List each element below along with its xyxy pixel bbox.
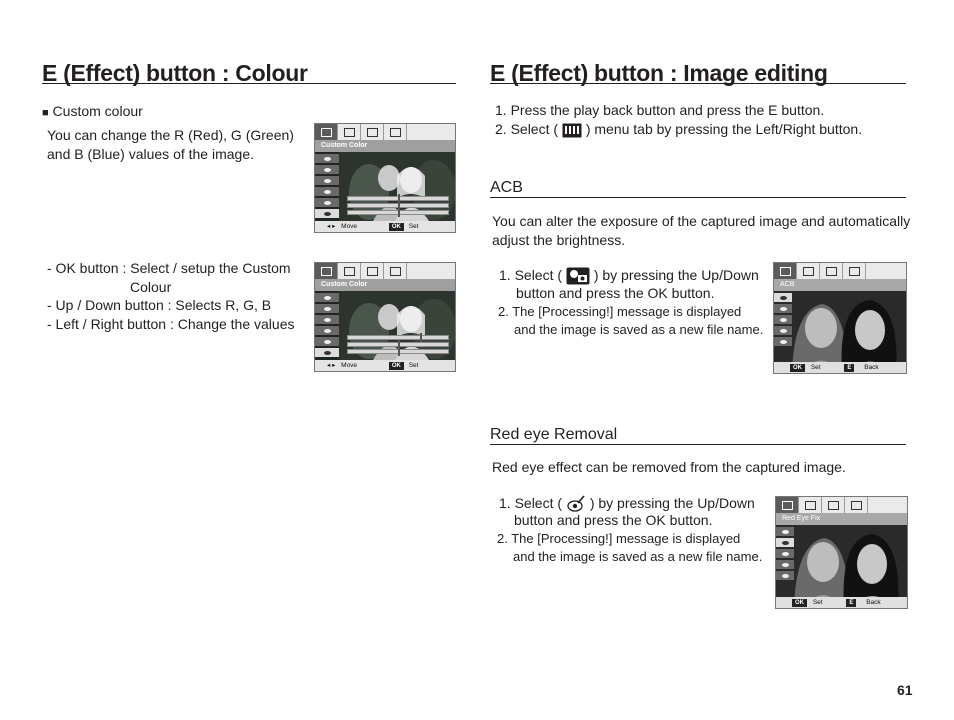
saturation-option-icon (776, 571, 794, 580)
acb-screen (773, 262, 907, 374)
effect-tab-icon (845, 497, 868, 513)
ok-key: OK (389, 223, 404, 231)
image-edit-tab-icon (338, 263, 361, 279)
ok-key: OK (389, 362, 404, 370)
screen-footer (315, 360, 455, 371)
contrast-option-icon (774, 326, 792, 335)
effect-tab-icon (315, 124, 338, 140)
step-1-playback: 1. Press the play back button and press the E button. (495, 102, 825, 118)
red-eye-screen (775, 496, 908, 609)
acb-heading: ACB (490, 179, 523, 196)
acb-step-1: 1. Select ( ) by pressing the Up/Down (499, 266, 759, 285)
timer-tab-icon (384, 124, 407, 140)
effect-tab-icon (843, 263, 866, 279)
custom-color-option-icon (315, 348, 339, 357)
left-page-title: E (Effect) button : Colour (42, 60, 308, 86)
custom-colour-label: Custom colour (52, 103, 143, 119)
e-key: E (846, 599, 856, 607)
acb-step-1-cont: button and press the OK button. (516, 285, 715, 301)
step-2-select-tab: 2. Select ( ) menu tab by pressing the Left/Right button. (495, 121, 863, 137)
saturation-option-icon (774, 337, 792, 346)
menu-tabs (315, 263, 455, 280)
set-label: Set (408, 223, 419, 230)
acb-step-2-cont: and the image is saved as a new file name. (514, 322, 764, 337)
effect-tab-icon (315, 263, 338, 279)
resize-tab-icon (797, 263, 820, 279)
ok-key: OK (790, 364, 805, 372)
acb-step-2: 2. The [Processing!] message is displayed (498, 304, 742, 319)
acb-rule (490, 197, 906, 198)
acb-option-icon (774, 293, 792, 302)
acb-desc-line2: adjust the brightness. (492, 232, 626, 248)
blue-slider (347, 349, 449, 354)
color-option-icon (315, 187, 339, 196)
two-women-photo (776, 524, 907, 608)
left-right-arrows-icon: ◂ ▸ (327, 362, 336, 369)
timer-tab-icon (384, 263, 407, 279)
note-ok-button: - OK button : Select / setup the Custom (47, 260, 291, 276)
image-edit-tab-icon (776, 497, 799, 513)
contrast-option-icon (776, 560, 794, 569)
move-label: Move (341, 362, 358, 369)
red-eye-step-1: 1. Select ( ) by pressing the Up/Down (499, 494, 755, 513)
color-options (315, 292, 339, 358)
resize-tab-icon (361, 263, 384, 279)
red-eye-step-2-cont: and the image is saved as a new file name. (513, 549, 763, 564)
color-option-icon (315, 176, 339, 185)
brightness-option-icon (776, 549, 794, 558)
color-option-icon (315, 154, 339, 163)
red-eye-option-icon (776, 538, 794, 547)
move-label: Move (341, 223, 358, 230)
back-label: Back (864, 364, 879, 371)
custom-color-screen-2 (314, 262, 456, 372)
timer-tab-icon (820, 263, 843, 279)
screen-footer (776, 597, 907, 608)
right-page-title: E (Effect) button : Image editing (490, 60, 828, 86)
color-option-icon (315, 165, 339, 174)
timer-tab-icon (822, 497, 845, 513)
custom-colour-heading (42, 102, 143, 123)
image-edit-tab-icon (562, 123, 582, 138)
screen-label: Custom Color (315, 140, 455, 152)
color-option-icon (315, 293, 339, 302)
page-number: 61 (897, 682, 913, 698)
screen-footer (315, 221, 455, 232)
custom-colour-intro-line2: and B (Blue) values of the image. (47, 146, 255, 162)
screen-label: ACB (774, 279, 906, 291)
color-options (315, 153, 339, 219)
blue-slider (347, 210, 449, 215)
red-eye-step-2: 2. The [Processing!] message is displayed (497, 531, 741, 546)
bullet-icon: ■ (42, 107, 49, 119)
left-right-arrows-icon: ◂ ▸ (327, 223, 336, 230)
color-option-icon (315, 198, 339, 207)
brightness-option-icon (774, 315, 792, 324)
note-left-right: - Left / Right button : Change the values (47, 316, 295, 332)
screen-footer (774, 362, 906, 373)
right-title-rule (490, 83, 906, 84)
acb-desc-line1: You can alter the exposure of the captured image and automatically (492, 213, 911, 229)
menu-tabs (315, 124, 455, 141)
note-up-down: - Up / Down button : Selects R, G, B (47, 297, 272, 313)
red-eye-step-1-cont: button and press the OK button. (514, 512, 713, 528)
custom-color-screen-1 (314, 123, 456, 233)
back-label: Back (866, 599, 881, 606)
two-women-photo (774, 290, 906, 373)
color-option-icon (315, 326, 339, 335)
e-key: E (844, 364, 854, 372)
set-label: Set (408, 362, 419, 369)
color-option-icon (315, 304, 339, 313)
acb-option-icon (776, 527, 794, 536)
red-eye-rule (490, 444, 906, 445)
set-label: Set (810, 364, 821, 371)
left-title-rule (42, 83, 456, 84)
edit-options (776, 526, 794, 581)
image-edit-tab-icon (338, 124, 361, 140)
menu-tabs (774, 263, 906, 280)
screen-label: Custom Color (315, 279, 455, 291)
color-option-icon (315, 337, 339, 346)
color-option-icon (315, 315, 339, 324)
custom-color-option-icon (315, 209, 339, 218)
red-eye-heading: Red eye Removal (490, 426, 618, 443)
image-edit-tab-icon (774, 263, 797, 279)
ok-key: OK (792, 599, 807, 607)
red-eye-desc: Red eye effect can be removed from the captured image. (492, 459, 846, 475)
menu-tabs (776, 497, 907, 514)
set-label: Set (812, 599, 823, 606)
edit-options (774, 292, 792, 347)
resize-tab-icon (361, 124, 384, 140)
note-ok-colour: Colour (130, 279, 172, 295)
screen-label: Red Eye Fix (776, 513, 907, 525)
red-eye-option-icon (774, 304, 792, 313)
acb-icon (566, 267, 590, 285)
custom-colour-intro-line1: You can change the R (Red), G (Green) (47, 127, 294, 143)
resize-tab-icon (799, 497, 822, 513)
